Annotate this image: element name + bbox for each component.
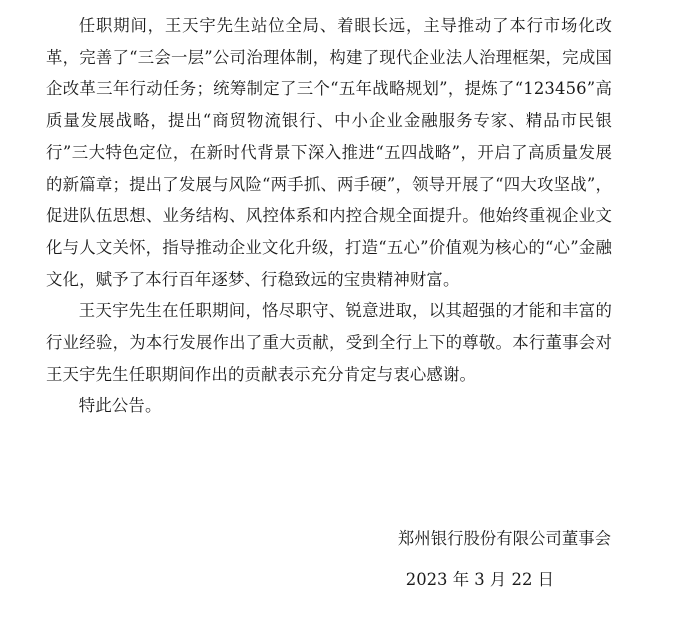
paragraph-closing: 特此公告。 [78,396,162,416]
announcement-body [46,10,612,422]
paragraph-gratitude: 王天宇先生在任职期间，恪尽职守、锐意进取，以其超强的才能和丰富的行业经验，为本行发展作出了重大贡献，受到全行上下的尊敬。本行董事会对王天宇先生任职期间作出的贡献表示充分肯定与衷心感谢。 [46,301,612,384]
announcement-date: 2023 年 3 月 22 日 [405,570,554,589]
signer-board: 郑州银行股份有限公司董事会 [397,529,611,548]
paragraph-tenure-achievements: 任职期间，王天宇先生站位全局、着眼长远，主导推动了本行市场化改革，完善了“三会一层”公司治理体制，构建了现代企业法人治理框架，完成国企改革三年行动任务；统筹制定了三个“五年战略规划”，提炼了“123456”高质量发展战略，提出“商贸物流银行、中小企业金融服务专家、精品市民银行”三大特色定位，在新时代背景下深入推进“五四战略”，开启了高质量发展的新篇章；提出了发展与风险“两手抓、两手硬”，领导开展了“四大攻坚战”，促进队伍思想、业务结构、风控体系和内控合规全面提升。他始终重视企业文化与人文关怀，指导推动企业文化升级，打造“五心”价值观为核心的“心”金融文化，赋予了本行百年逐梦、行稳致远的宝贵精神财富。 [46,16,612,289]
